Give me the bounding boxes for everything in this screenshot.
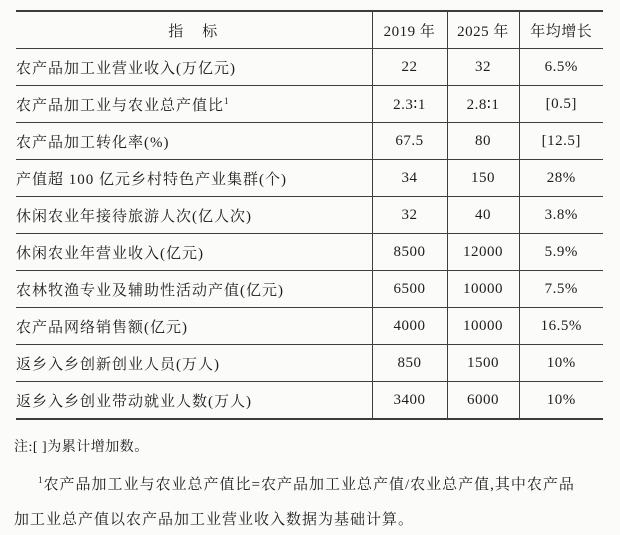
cell-indicator: 农产品网络销售额(亿元) (16, 308, 372, 345)
cell-2019: 32 (372, 197, 447, 234)
cell-2019: 67.5 (372, 123, 447, 160)
cell-2025: 150 (447, 160, 519, 197)
cell-2025: 2.8∶1 (447, 86, 519, 123)
footnote-marker: 1 (38, 475, 44, 485)
table-header-row (16, 11, 603, 49)
cell-indicator: 产值超 100 亿元乡村特色产业集群(个) (16, 160, 372, 197)
cell-growth: 10% (519, 345, 603, 382)
cell-indicator: 休闲农业年营业收入(亿元) (16, 234, 372, 271)
cell-growth: [12.5] (519, 123, 603, 160)
scanned-page (0, 10, 620, 535)
cell-growth: 10% (519, 382, 603, 420)
cell-2019: 2.3∶1 (372, 86, 447, 123)
cell-2019: 850 (372, 345, 447, 382)
table-row (16, 345, 603, 382)
col-header-2025: 2025 年 (447, 11, 519, 49)
footnote-line-2: 加工业总产值以农产品加工业营业收入数据为基础计算。 (14, 512, 415, 528)
cell-2019: 34 (372, 160, 447, 197)
cell-2025: 32 (447, 49, 519, 86)
cell-2025: 6000 (447, 382, 519, 420)
cell-2019: 6500 (372, 271, 447, 308)
cell-indicator (16, 86, 372, 123)
cell-2025: 10000 (447, 271, 519, 308)
table-row (16, 123, 603, 160)
cell-indicator: 返乡入乡创业带动就业人数(万人) (16, 382, 372, 420)
cell-2019: 3400 (372, 382, 447, 420)
cell-growth: 3.8% (519, 197, 603, 234)
cell-indicator: 农产品加工业营业收入(万亿元) (16, 49, 372, 86)
cell-growth: 16.5% (519, 308, 603, 345)
cell-2025: 1500 (447, 345, 519, 382)
cell-2025: 12000 (447, 234, 519, 271)
col-header-growth: 年均增长 (519, 11, 603, 49)
footnote-line-1 (38, 473, 620, 494)
table-row (16, 197, 603, 234)
table-row (16, 86, 603, 123)
footnote-ref: 1 (224, 95, 230, 106)
cell-growth: 7.5% (519, 271, 603, 308)
col-header-indicator: 指 标 (16, 11, 372, 49)
cell-2025: 10000 (447, 308, 519, 345)
table-row (16, 234, 603, 271)
cell-2019: 22 (372, 49, 447, 86)
col-header-2019: 2019 年 (372, 11, 447, 49)
table-row (16, 160, 603, 197)
cell-growth: 5.9% (519, 234, 603, 271)
table-row (16, 49, 603, 86)
cell-2025: 80 (447, 123, 519, 160)
bracket-note: 注:[ ]为累计增加数。 (14, 440, 149, 455)
cell-indicator: 返乡入乡创新创业人员(万人) (16, 345, 372, 382)
cell-2019: 8500 (372, 234, 447, 271)
cell-growth: 6.5% (519, 49, 603, 86)
indicators-table (16, 10, 603, 420)
cell-growth: 28% (519, 160, 603, 197)
footnote-text-1: 农产品加工业与农业总产值比=农产品加工业总产值/农业总产值,其中农产品 (43, 477, 575, 493)
indicator-text: 农产品加工业与农业总产值比 (16, 97, 225, 114)
table-row (16, 271, 603, 308)
table-row (16, 308, 603, 345)
cell-indicator: 农产品加工转化率(%) (16, 123, 372, 160)
cell-2025: 40 (447, 197, 519, 234)
cell-indicator: 休闲农业年接待旅游人次(亿人次) (16, 197, 372, 234)
cell-growth: [0.5] (519, 86, 603, 123)
table-row (16, 382, 603, 420)
cell-2019: 4000 (372, 308, 447, 345)
cell-indicator: 农林牧渔专业及辅助性活动产值(亿元) (16, 271, 372, 308)
